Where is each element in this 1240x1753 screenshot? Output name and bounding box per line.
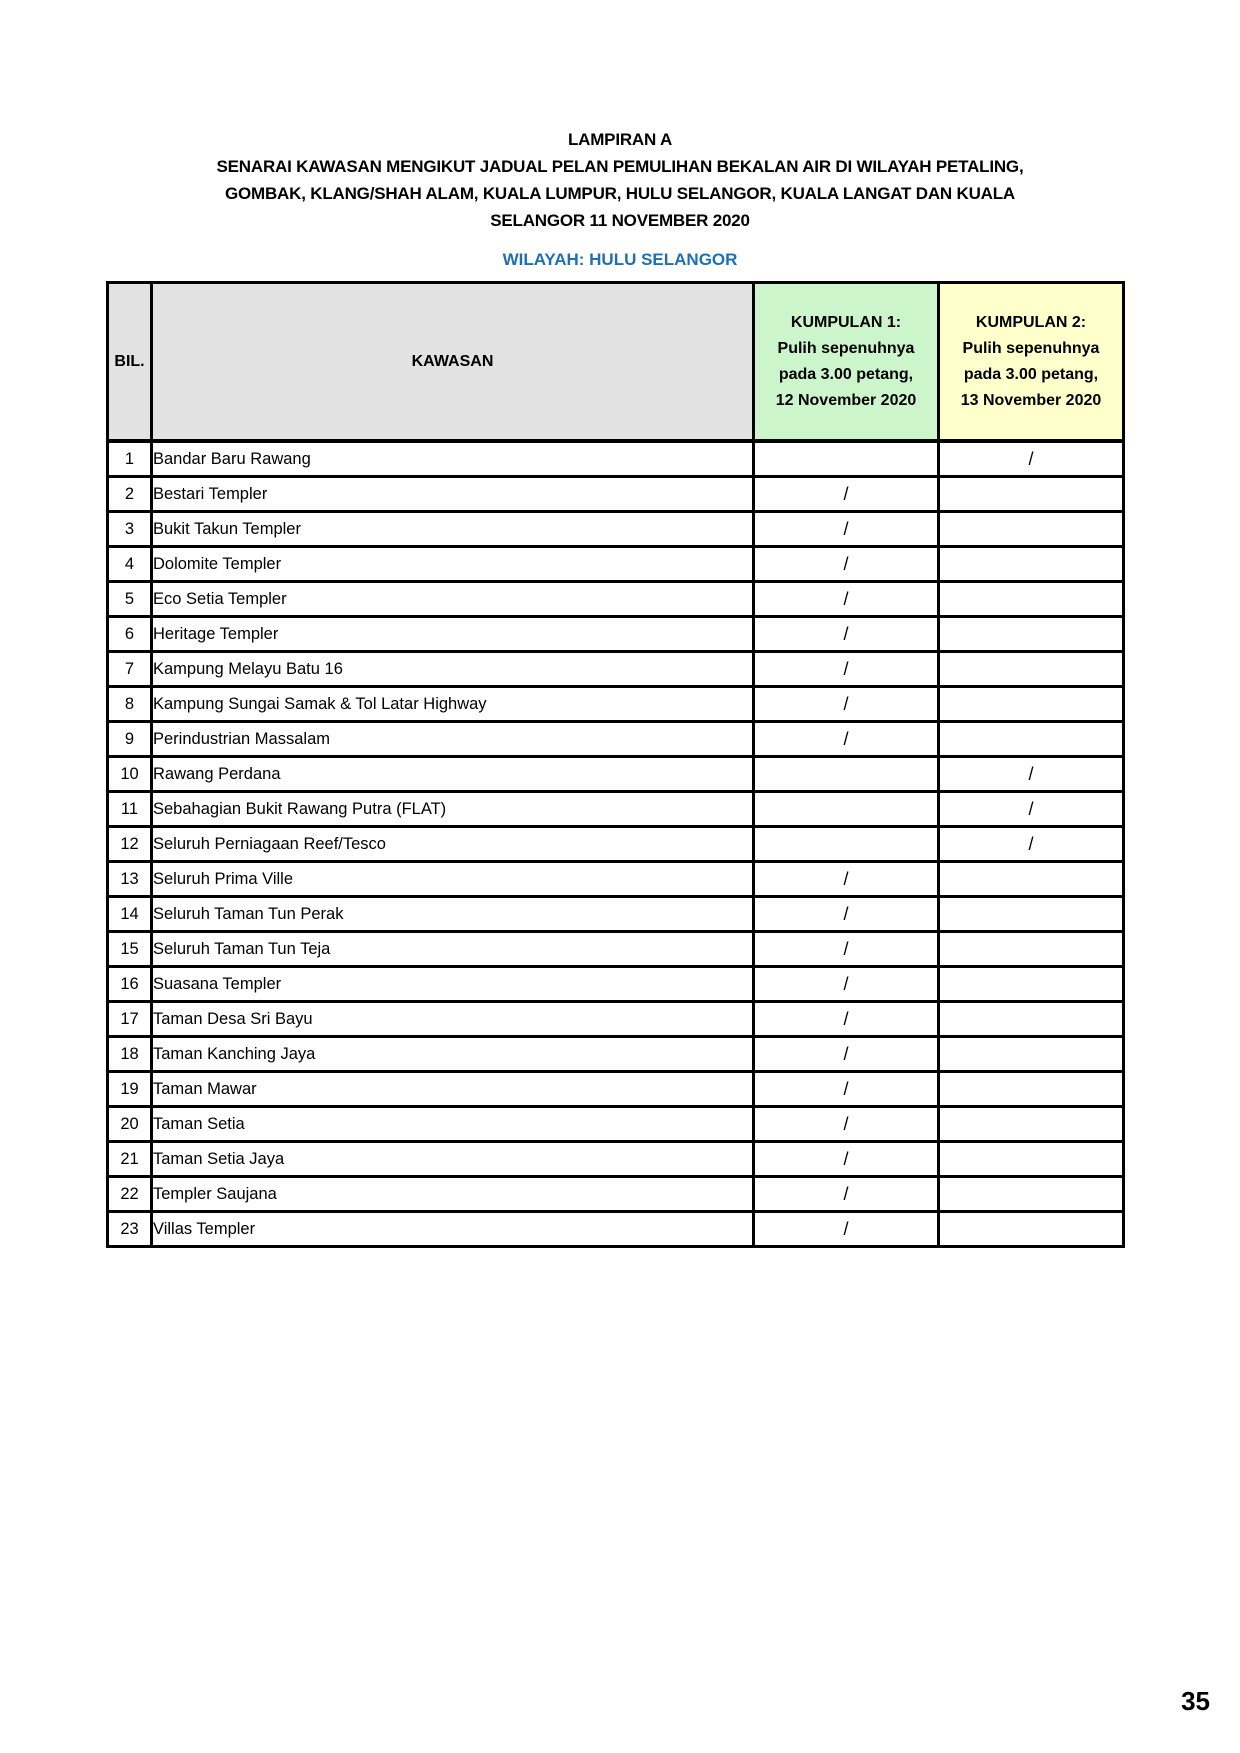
kawasan-cell: Taman Desa Sri Bayu [152, 1002, 754, 1037]
kawasan-cell: Kampung Sungai Samak & Tol Latar Highway [152, 687, 754, 722]
kumpulan-2-cell [939, 547, 1124, 582]
kumpulan-2-cell [939, 1212, 1124, 1247]
kawasan-cell: Seluruh Prima Ville [152, 862, 754, 897]
kawasan-cell: Sebahagian Bukit Rawang Putra (FLAT) [152, 792, 754, 827]
kawasan-cell: Villas Templer [152, 1212, 754, 1247]
kawasan-cell: Seluruh Taman Tun Perak [152, 897, 754, 932]
row-number-cell: 12 [108, 827, 152, 862]
kumpulan-1-cell: / [754, 1212, 939, 1247]
row-number-cell: 15 [108, 932, 152, 967]
kumpulan-2-cell [939, 932, 1124, 967]
row-number-cell: 8 [108, 687, 152, 722]
kawasan-cell: Kampung Melayu Batu 16 [152, 652, 754, 687]
table-header [108, 283, 1124, 442]
table-row [108, 687, 1124, 722]
kawasan-cell: Seluruh Taman Tun Teja [152, 932, 754, 967]
row-number-cell: 19 [108, 1072, 152, 1107]
kumpulan-1-cell: / [754, 1107, 939, 1142]
header-kumpulan-1-title: KUMPULAN 1: [790, 313, 902, 331]
kumpulan-1-cell [754, 792, 939, 827]
table-row [108, 1142, 1124, 1177]
table-row [108, 652, 1124, 687]
kumpulan-2-cell [939, 1177, 1124, 1212]
kawasan-cell: Eco Setia Templer [152, 582, 754, 617]
kawasan-cell: Taman Setia [152, 1107, 754, 1142]
kumpulan-2-cell [939, 582, 1124, 617]
kumpulan-2-cell [939, 862, 1124, 897]
kumpulan-2-cell: / [939, 757, 1124, 792]
kawasan-cell: Heritage Templer [152, 617, 754, 652]
table-row [108, 582, 1124, 617]
header-kumpulan-1-line: Pulih sepenuhnya [777, 339, 915, 357]
heading-line: GOMBAK, KLANG/SHAH ALAM, KUALA LUMPUR, HULU SELANGOR, KUALA LANGAT DAN KUALA [224, 184, 1016, 203]
row-number-cell: 5 [108, 582, 152, 617]
row-number-cell: 2 [108, 477, 152, 512]
kawasan-cell: Dolomite Templer [152, 547, 754, 582]
header-row [108, 283, 1124, 442]
table-body [108, 441, 1124, 1247]
kumpulan-2-cell [939, 652, 1124, 687]
header-kawasan: KAWASAN [152, 283, 754, 442]
table-row [108, 792, 1124, 827]
kawasan-cell: Perindustrian Massalam [152, 722, 754, 757]
table-row [108, 827, 1124, 862]
row-number-cell: 13 [108, 862, 152, 897]
kumpulan-2-cell [939, 1002, 1124, 1037]
kumpulan-1-cell: / [754, 897, 939, 932]
row-number-cell: 9 [108, 722, 152, 757]
kawasan-cell: Suasana Templer [152, 967, 754, 1002]
page-number: 35 [1181, 1686, 1210, 1716]
kumpulan-1-cell: / [754, 512, 939, 547]
table-row [108, 1107, 1124, 1142]
kumpulan-2-cell [939, 1142, 1124, 1177]
table-row [108, 862, 1124, 897]
kawasan-cell: Templer Saujana [152, 1177, 754, 1212]
kumpulan-1-cell: / [754, 1142, 939, 1177]
table-row [108, 512, 1124, 547]
header-kumpulan-1 [754, 283, 939, 442]
table-row [108, 722, 1124, 757]
kawasan-cell: Taman Mawar [152, 1072, 754, 1107]
kawasan-cell: Bestari Templer [152, 477, 754, 512]
table-row [108, 617, 1124, 652]
kumpulan-1-cell: / [754, 862, 939, 897]
table-row [108, 1177, 1124, 1212]
table-row [108, 932, 1124, 967]
kumpulan-2-cell: / [939, 441, 1124, 477]
header-kumpulan-2-line: Pulih sepenuhnya [962, 339, 1100, 357]
kawasan-cell: Bukit Takun Templer [152, 512, 754, 547]
kumpulan-2-cell [939, 1072, 1124, 1107]
row-number-cell: 22 [108, 1177, 152, 1212]
header-kumpulan-2-title: KUMPULAN 2: [975, 313, 1087, 331]
kumpulan-1-cell: / [754, 652, 939, 687]
row-number-cell: 4 [108, 547, 152, 582]
table-row [108, 967, 1124, 1002]
table-row [108, 897, 1124, 932]
row-number-cell: 17 [108, 1002, 152, 1037]
table-row [108, 441, 1124, 477]
kumpulan-1-cell: / [754, 547, 939, 582]
kumpulan-1-cell: / [754, 967, 939, 1002]
kumpulan-2-cell [939, 722, 1124, 757]
header-bil: BIL. [108, 283, 152, 442]
kumpulan-1-cell: / [754, 1037, 939, 1072]
row-number-cell: 6 [108, 617, 152, 652]
heading-line: SENARAI KAWASAN MENGIKUT JADUAL PELAN PEMULIHAN BEKALAN AIR DI WILAYAH PETALING, [216, 157, 1024, 176]
document-heading [150, 126, 1090, 234]
header-kumpulan-1-line: 12 November 2020 [775, 391, 917, 409]
kumpulan-2-cell: / [939, 792, 1124, 827]
kumpulan-1-cell: / [754, 687, 939, 722]
kumpulan-2-cell [939, 1037, 1124, 1072]
kawasan-cell: Bandar Baru Rawang [152, 441, 754, 477]
row-number-cell: 20 [108, 1107, 152, 1142]
heading-line: SELANGOR 11 NOVEMBER 2020 [490, 211, 750, 230]
kumpulan-1-cell: / [754, 477, 939, 512]
table-row [108, 1037, 1124, 1072]
kumpulan-1-cell [754, 441, 939, 477]
table-row [108, 477, 1124, 512]
kumpulan-1-cell: / [754, 1002, 939, 1037]
kawasan-cell: Rawang Perdana [152, 757, 754, 792]
kawasan-cell: Taman Setia Jaya [152, 1142, 754, 1177]
row-number-cell: 23 [108, 1212, 152, 1247]
header-kumpulan-2 [939, 283, 1124, 442]
kumpulan-1-cell: / [754, 722, 939, 757]
heading-line: LAMPIRAN A [567, 130, 673, 149]
schedule-table [106, 281, 1125, 1248]
kumpulan-2-cell [939, 617, 1124, 652]
row-number-cell: 10 [108, 757, 152, 792]
kumpulan-2-cell: / [939, 827, 1124, 862]
kumpulan-1-cell [754, 827, 939, 862]
kumpulan-1-cell: / [754, 932, 939, 967]
kumpulan-2-cell [939, 477, 1124, 512]
row-number-cell: 1 [108, 441, 152, 477]
row-number-cell: 7 [108, 652, 152, 687]
table-row [108, 1072, 1124, 1107]
row-number-cell: 11 [108, 792, 152, 827]
kumpulan-2-cell [939, 897, 1124, 932]
row-number-cell: 3 [108, 512, 152, 547]
kumpulan-2-cell [939, 512, 1124, 547]
region-title: WILAYAH: HULU SELANGOR [502, 250, 738, 269]
kumpulan-1-cell: / [754, 1072, 939, 1107]
kumpulan-2-cell [939, 967, 1124, 1002]
kumpulan-1-cell: / [754, 582, 939, 617]
table-row [108, 1212, 1124, 1247]
kumpulan-1-cell: / [754, 617, 939, 652]
row-number-cell: 16 [108, 967, 152, 1002]
kumpulan-2-cell [939, 687, 1124, 722]
kawasan-cell: Seluruh Perniagaan Reef/Tesco [152, 827, 754, 862]
header-kumpulan-2-line: pada 3.00 petang, [963, 365, 1099, 383]
table-row [108, 1002, 1124, 1037]
header-kumpulan-2-line: 13 November 2020 [960, 391, 1102, 409]
row-number-cell: 14 [108, 897, 152, 932]
header-kumpulan-1-line: pada 3.00 petang, [778, 365, 914, 383]
table-row [108, 757, 1124, 792]
kumpulan-2-cell [939, 1107, 1124, 1142]
kumpulan-1-cell: / [754, 1177, 939, 1212]
row-number-cell: 18 [108, 1037, 152, 1072]
kawasan-cell: Taman Kanching Jaya [152, 1037, 754, 1072]
row-number-cell: 21 [108, 1142, 152, 1177]
kumpulan-1-cell [754, 757, 939, 792]
table-row [108, 547, 1124, 582]
